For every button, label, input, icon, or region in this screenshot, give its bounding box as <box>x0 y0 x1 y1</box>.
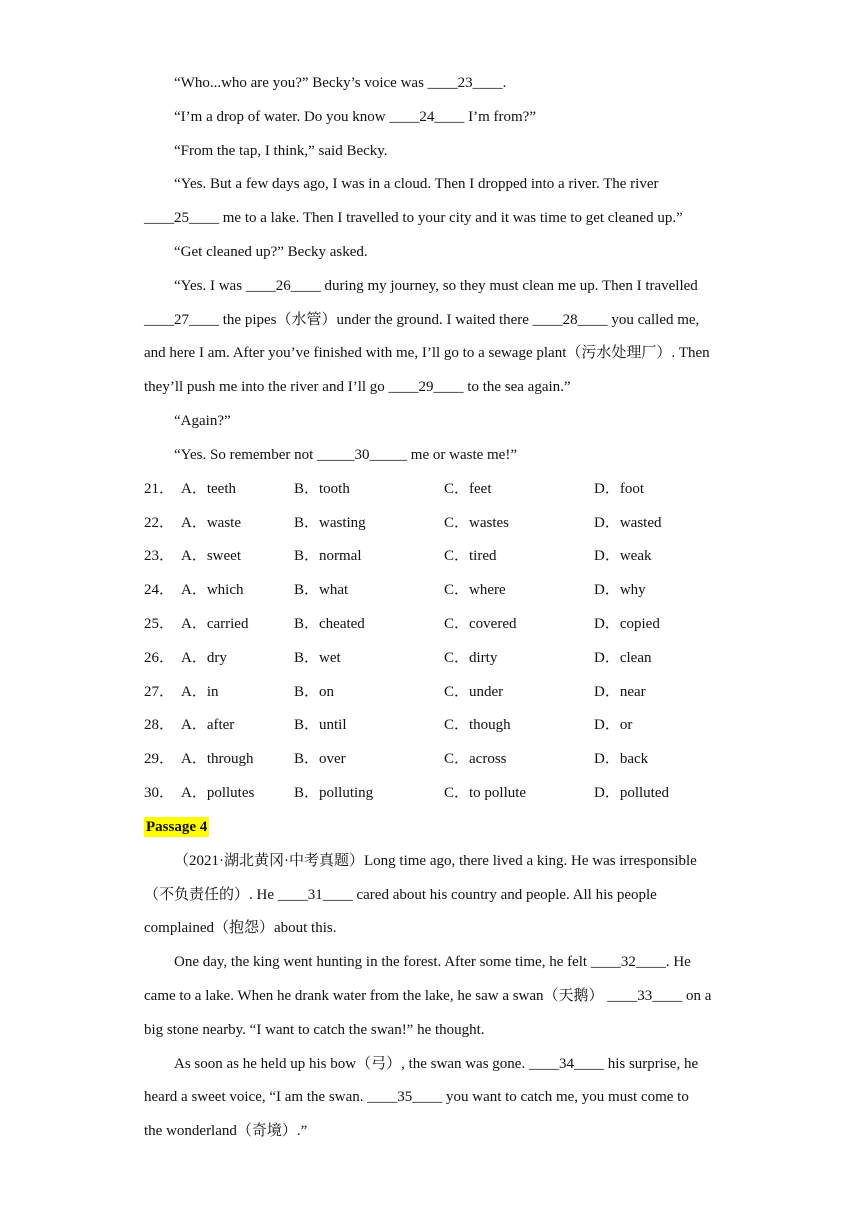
option-b: B．polluting <box>294 785 374 801</box>
passage4-line: came to a lake. When he drank water from the lake, he saw a swan（天鹅） ____33____ on a <box>144 988 712 1004</box>
option-a: A．through <box>181 751 254 767</box>
option-a: A．teeth <box>181 481 236 497</box>
option-a: A．waste <box>181 515 241 531</box>
question-number: 27． <box>144 684 175 700</box>
option-a: A．sweet <box>181 548 241 564</box>
passage3-line: and here I am. After you’ve finished with me, I’ll go to a sewage plant（污水处理厂）. Then <box>144 345 710 361</box>
passage4-line: big stone nearby. “I want to catch the swan!” he thought. <box>144 1022 485 1038</box>
option-c: C．under <box>444 684 504 700</box>
passage-heading: Passage 4 <box>146 819 208 835</box>
question-number: 24． <box>144 582 175 598</box>
passage3-line: “Yes. So remember not _____30_____ me or waste me!” <box>174 447 517 463</box>
option-a: A．which <box>181 582 244 598</box>
option-c: C．though <box>444 717 511 733</box>
option-b: B．over <box>294 751 346 767</box>
option-c: C．wastes <box>444 515 509 531</box>
option-b: B．on <box>294 684 335 700</box>
option-a: A．after <box>181 717 235 733</box>
question-number: 23． <box>144 548 175 564</box>
passage3-line: ____25____ me to a lake. Then I travelled to your city and it was time to get cleaned up.” <box>144 210 683 226</box>
option-a: A．dry <box>181 650 227 666</box>
option-d: D．or <box>594 717 633 733</box>
passage4-line: complained（抱怨）about this. <box>144 920 337 936</box>
option-d: D．polluted <box>594 785 669 801</box>
option-c: C．to pollute <box>444 785 527 801</box>
passage4-line: As soon as he held up his bow（弓）, the swan was gone. ____34____ his surprise, he <box>174 1056 699 1072</box>
passage4-line: heard a sweet voice, “I am the swan. ____35____ you want to catch me, you must come to <box>144 1089 689 1105</box>
option-d: D．near <box>594 684 646 700</box>
passage3-line: “Yes. I was ____26____ during my journey, so they must clean me up. Then I travelled <box>174 278 698 294</box>
option-d: D．wasted <box>594 515 662 531</box>
option-d: D．weak <box>594 548 652 564</box>
question-number: 26． <box>144 650 175 666</box>
option-d: D．back <box>594 751 649 767</box>
option-a: A．pollutes <box>181 785 255 801</box>
passage3-line: “Get cleaned up?” Becky asked. <box>174 244 368 260</box>
question-number: 29． <box>144 751 175 767</box>
option-b: B．wasting <box>294 515 366 531</box>
option-d: D．foot <box>594 481 644 497</box>
option-c: C．covered <box>444 616 517 632</box>
passage3-line: “From the tap, I think,” said Becky. <box>174 143 388 159</box>
option-a: A．carried <box>181 616 249 632</box>
option-c: C．across <box>444 751 507 767</box>
option-c: C．feet <box>444 481 492 497</box>
option-c: C．where <box>444 582 506 598</box>
option-d: D．why <box>594 582 646 598</box>
option-b: B．wet <box>294 650 341 666</box>
passage3-line: “Yes. But a few days ago, I was in a cloud. Then I dropped into a river. The river <box>174 176 659 192</box>
option-a: A．in <box>181 684 219 700</box>
option-b: B．normal <box>294 548 362 564</box>
option-d: D．copied <box>594 616 660 632</box>
passage3-line: “Again?” <box>174 413 231 429</box>
passage3-line: “I’m a drop of water. Do you know ____24____ I’m from?” <box>174 109 536 125</box>
passage4-line: （不负责任的）. He ____31____ cared about his country and people. All his people <box>144 887 657 903</box>
question-number: 22． <box>144 515 175 531</box>
option-b: B．until <box>294 717 347 733</box>
passage3-line: they’ll push me into the river and I’ll go ____29____ to the sea again.” <box>144 379 571 395</box>
passage4-line: the wonderland（奇境）.” <box>144 1123 308 1139</box>
question-number: 25． <box>144 616 175 632</box>
passage4-line: One day, the king went hunting in the forest. After some time, he felt ____32____. He <box>174 954 691 970</box>
question-number: 28． <box>144 717 175 733</box>
question-number: 21． <box>144 481 175 497</box>
passage3-line: “Who...who are you?” Becky’s voice was ____23____. <box>174 75 507 91</box>
option-c: C．dirty <box>444 650 498 666</box>
question-number: 30． <box>144 785 175 801</box>
option-d: D．clean <box>594 650 652 666</box>
option-b: B．tooth <box>294 481 350 497</box>
passage3-line: ____27____ the pipes（水管）under the ground. I waited there ____28____ you called me, <box>144 312 700 328</box>
option-b: B．what <box>294 582 349 598</box>
option-c: C．tired <box>444 548 497 564</box>
passage4-line: （2021·湖北黄冈·中考真题）Long time ago, there lived a king. He was irresponsible <box>174 853 697 869</box>
option-b: B．cheated <box>294 616 365 632</box>
